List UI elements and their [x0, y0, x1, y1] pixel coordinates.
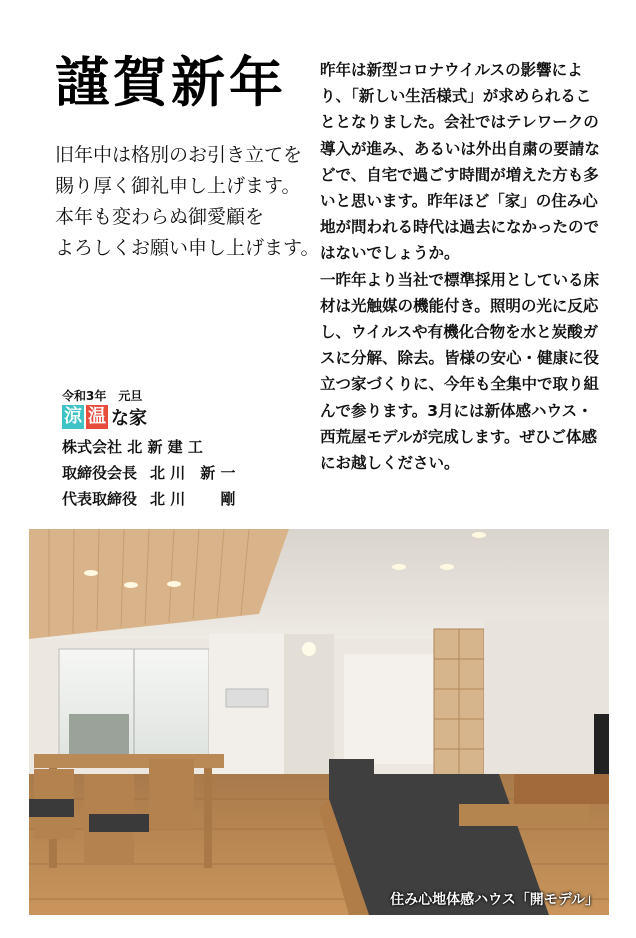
body-paragraph: 昨年は新型コロナウイルスの影響により、「新しい生活様式」が求められることとなりました。会社ではテレワークの導入が進み、あるいは外出自粛の要請などで、自宅で過ごす時間が増えた方も多いと思います。昨年ほど「家」の住み心地が問われる時代は過去になかったのではないでしょうか。 [320, 61, 600, 263]
logo-char-cool: 涼 [64, 406, 82, 427]
logo-text: な家 [111, 408, 147, 429]
logo-char-warm: 温 [88, 406, 106, 427]
greeting-line: 本年も変わらぬ御愛顧を [55, 206, 265, 228]
president-name: 北 川 剛 [150, 490, 236, 508]
interior-illustration [29, 529, 609, 915]
greeting-line: 賜り厚く御礼申し上げます。 [55, 175, 301, 197]
chairman-name: 北 川 新 一 [150, 464, 236, 482]
interior-photo [29, 529, 609, 915]
signature-president [62, 487, 235, 511]
greeting-line: 旧年中は格別のお引き立てを [55, 144, 303, 166]
page-title: 謹賀新年 [55, 50, 287, 114]
brand-logo [62, 403, 147, 431]
body-paragraph: 一昨年より当社で標準採用としている床材は光触媒の機能付き。照明の光に反応し、ウイルスや有機化合物を水と炭酸ガスに分解、除去。皆様の安心・健康に役立つ家づくりに、今年も全集中で取り組んで参ります。3月には新体感ハウス・西荒屋モデルが完成します。ぜひご体感にお越しください。 [320, 270, 600, 473]
photo-caption: 住み心地体感ハウス「開モデル」 [390, 892, 599, 908]
chairman-title: 取締役会長 [62, 464, 138, 482]
signature-date: 令和3年 元旦 [62, 389, 143, 403]
greeting-message [55, 140, 325, 264]
signature-chairman [62, 461, 235, 485]
greeting-line: よろしくお願い申し上げます。 [55, 237, 320, 259]
body-message [320, 57, 600, 476]
company-name: 株式会社 北 新 建 工 [62, 438, 203, 456]
president-title: 代表取締役 [62, 490, 138, 508]
